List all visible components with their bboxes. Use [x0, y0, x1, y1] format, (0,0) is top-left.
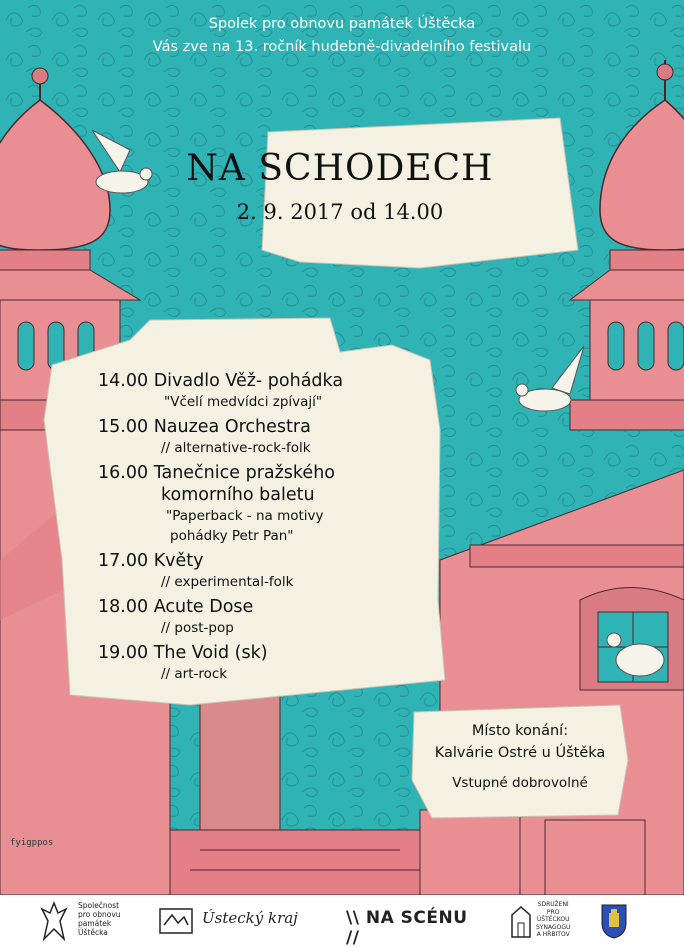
program-list — [98, 370, 428, 684]
program-description: // experimental-folk — [161, 574, 294, 590]
sponsor-logo-spolecnost: Společnost pro obnovu památek Úštěcka — [36, 895, 126, 947]
ustecky-kraj-text: Ústecký kraj — [202, 909, 298, 927]
angel-icon — [36, 899, 72, 943]
sponsor-logo-ustek-coat-of-arms — [600, 895, 630, 947]
program-description: // alternative-rock-folk — [161, 440, 311, 456]
program-time: 19.00 — [98, 643, 149, 663]
program-time: 18.00 — [98, 597, 149, 617]
sponsor-logo-synagoga: SDRUŽENÍ PRO ÚŠTĚCKOU SYNAGOGU A HŘBITOV — [510, 895, 590, 947]
program-description: "Včelí medvídci zpívají" — [164, 394, 323, 410]
program-time: 15.00 — [98, 417, 149, 437]
program-description: "Paperback - na motivy — [166, 508, 324, 524]
program-name: Nauzea Orchestra — [153, 417, 311, 437]
program-name: Tanečnice pražského — [153, 463, 335, 483]
program-item — [98, 550, 428, 592]
program-name: Acute Dose — [153, 597, 254, 617]
coat-of-arms-icon — [600, 903, 628, 939]
program-name: The Void (sk) — [153, 643, 268, 663]
program-name: Divadlo Věž- pohádka — [153, 371, 344, 391]
program-description: // post-pop — [161, 620, 234, 636]
program-item — [98, 462, 428, 546]
program-description: // art-rock — [161, 666, 228, 682]
program-description-continued: pohádky Petr Pan" — [170, 528, 294, 544]
artist-signature: fyigppos — [10, 838, 54, 848]
invitation-line: Vás zve na 13. ročník hudebně-divadelního festivalu — [152, 39, 532, 55]
program-name-continued: komorního baletu — [161, 485, 315, 505]
synagogue-icon — [510, 903, 532, 939]
organizer-line: Spolek pro obnovu památek Úštěcka — [208, 16, 476, 32]
region-emblem-icon — [158, 905, 194, 937]
venue-place: Kalvárie Ostré u Úštěka — [434, 745, 606, 761]
na-scenu-text: \\ NA SCÉNU // — [346, 908, 468, 948]
sponsor-logo-na-scenu — [346, 895, 486, 947]
venue-box — [414, 720, 626, 794]
program-item — [98, 642, 428, 684]
program-item — [98, 416, 428, 458]
program-time: 17.00 — [98, 551, 149, 571]
program-item — [98, 370, 428, 412]
venue-label: Místo konání: — [471, 723, 569, 739]
admission-note: Vstupné dobrovolné — [452, 775, 588, 791]
sponsor-footer — [0, 895, 684, 947]
festival-date: 2. 9. 2017 od 14.00 — [236, 200, 444, 224]
program-time: 16.00 — [98, 463, 149, 483]
program-time: 14.00 — [98, 371, 149, 391]
program-name: Květy — [153, 551, 204, 571]
sponsor-logo-ustecky-kraj — [158, 895, 318, 947]
program-item — [98, 596, 428, 638]
festival-title: NA SCHODECH — [186, 148, 494, 189]
